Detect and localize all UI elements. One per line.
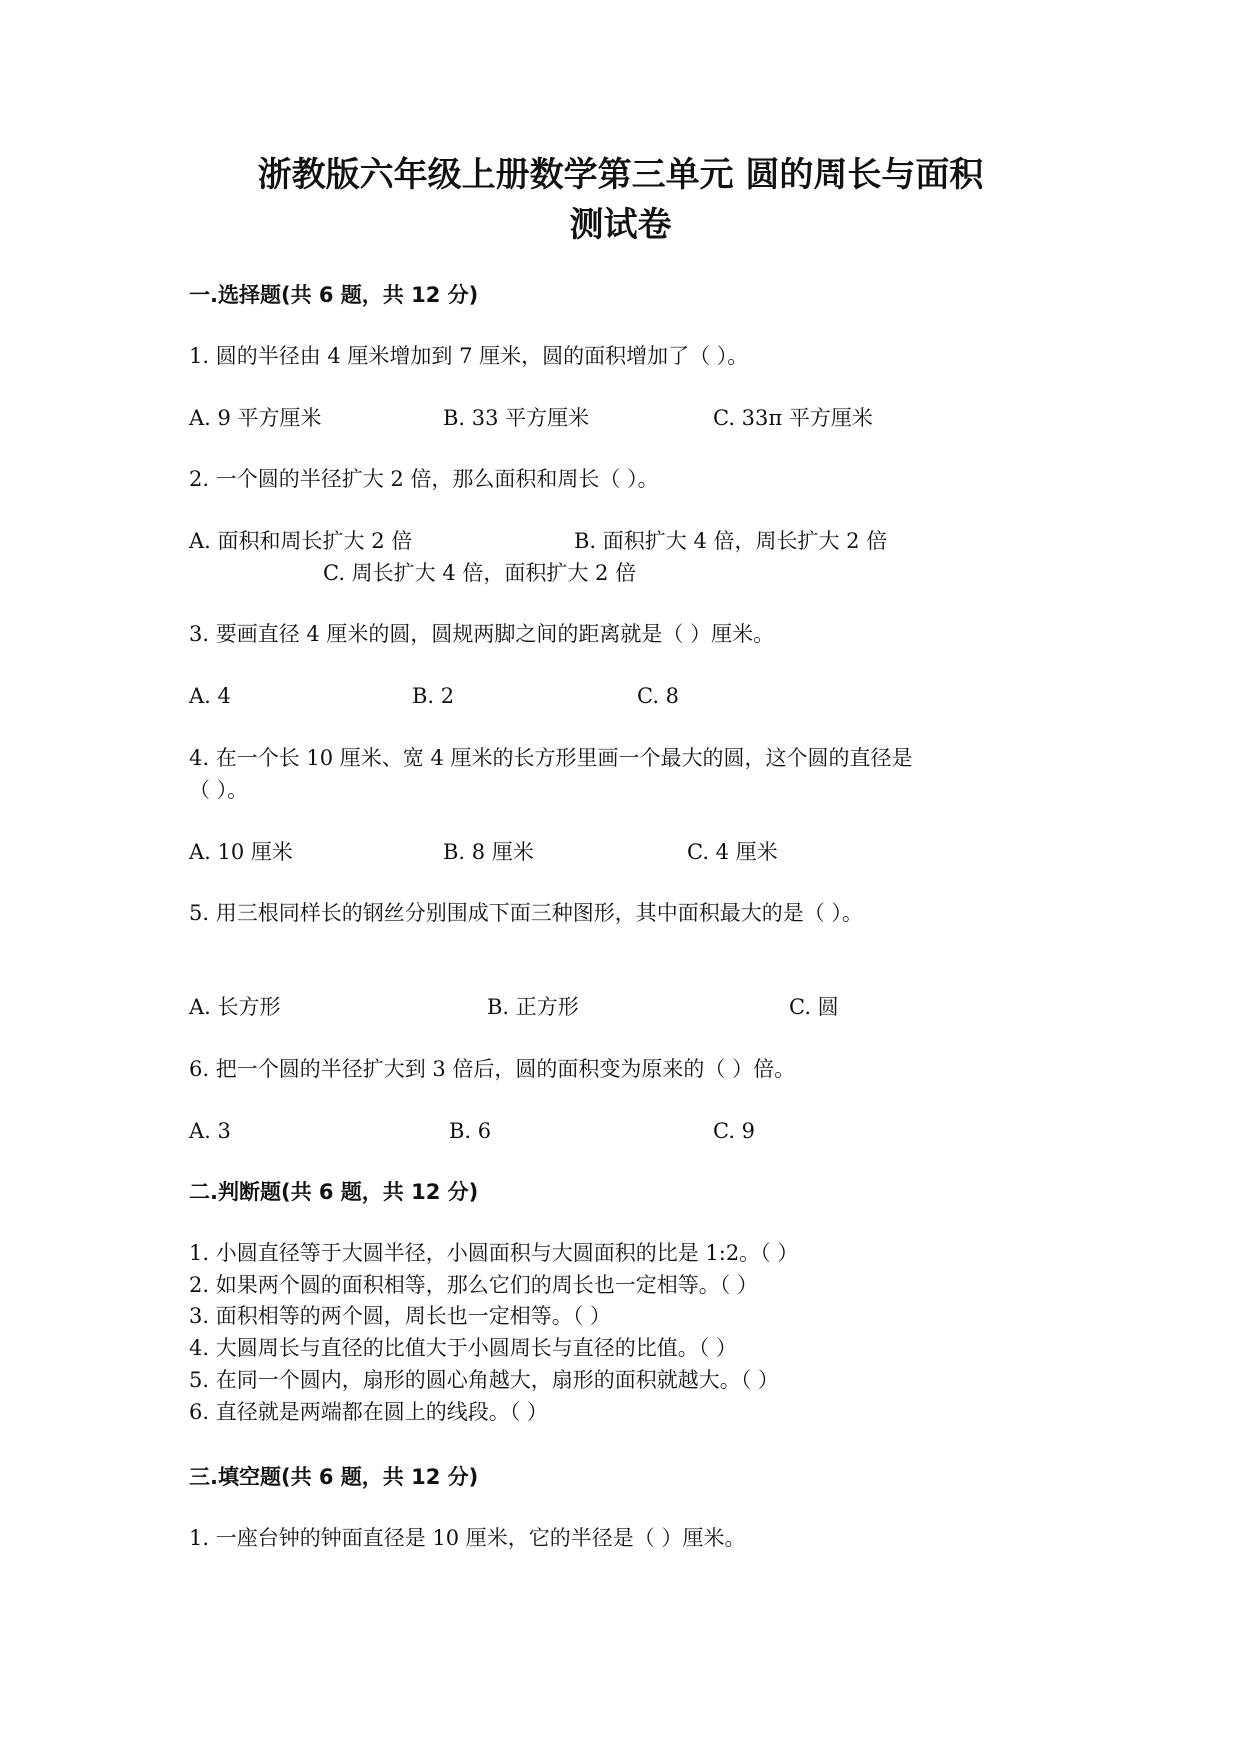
option-a: A. 3 bbox=[189, 1119, 231, 1143]
page-title-line2: 测试卷 bbox=[569, 205, 672, 245]
section-heading-choice: 一.选择题(共 6 题，共 12 分) bbox=[189, 283, 479, 307]
option-a: A. 面积和周长扩大 2 倍 bbox=[189, 529, 413, 553]
option-b: B. 6 bbox=[449, 1119, 492, 1143]
option-c: C. 9 bbox=[713, 1119, 756, 1143]
option-b: B. 8 厘米 bbox=[443, 840, 534, 864]
question-stem: 1. 圆的半径由 4 厘米增加到 7 厘米，圆的面积增加了（ ）。 bbox=[189, 344, 749, 368]
option-b: B. 2 bbox=[412, 684, 455, 708]
fill-blank-item: 1. 一座台钟的钟面直径是 10 厘米，它的半径是（ ）厘米。 bbox=[189, 1526, 746, 1550]
option-c: C. 4 厘米 bbox=[687, 840, 778, 864]
section-heading-judgement: 二.判断题(共 6 题，共 12 分) bbox=[189, 1180, 479, 1204]
judgement-item: 5. 在同一个圆内，扇形的圆心角越大，扇形的面积就越大。（ ） bbox=[189, 1368, 779, 1392]
option-b: B. 正方形 bbox=[487, 995, 579, 1019]
option-a: A. 10 厘米 bbox=[189, 840, 293, 864]
question-stem-line2: （ ）。 bbox=[189, 778, 249, 802]
option-c: C. 33π 平方厘米 bbox=[713, 406, 873, 430]
option-c: C. 圆 bbox=[789, 995, 839, 1019]
judgement-item: 4. 大圆周长与直径的比值大于小圆周长与直径的比值。（ ） bbox=[189, 1336, 737, 1360]
question-stem: 5. 用三根同样长的钢丝分别围成下面三种图形，其中面积最大的是（ ）。 bbox=[189, 901, 863, 925]
judgement-item: 6. 直径就是两端都在圆上的线段。（ ） bbox=[189, 1400, 548, 1424]
option-a: A. 长方形 bbox=[189, 995, 281, 1019]
option-a: A. 4 bbox=[189, 684, 231, 708]
judgement-item: 1. 小圆直径等于大圆半径，小圆面积与大圆面积的比是 1:2。（ ） bbox=[189, 1241, 799, 1265]
option-b: B. 面积扩大 4 倍，周长扩大 2 倍 bbox=[574, 529, 888, 553]
judgement-item: 3. 面积相等的两个圆，周长也一定相等。（ ） bbox=[189, 1304, 611, 1328]
question-stem: 2. 一个圆的半径扩大 2 倍，那么面积和周长（ ）。 bbox=[189, 467, 659, 491]
judgement-item: 2. 如果两个圆的面积相等，那么它们的周长也一定相等。（ ） bbox=[189, 1273, 758, 1297]
question-stem: 6. 把一个圆的半径扩大到 3 倍后，圆的面积变为原来的（ ）倍。 bbox=[189, 1057, 796, 1081]
question-stem: 3. 要画直径 4 厘米的圆，圆规两脚之间的距离就是（ ）厘米。 bbox=[189, 622, 775, 646]
question-stem-line1: 4. 在一个长 10 厘米、宽 4 厘米的长方形里画一个最大的圆，这个圆的直径是 bbox=[189, 746, 913, 770]
option-c: C. 周长扩大 4 倍，面积扩大 2 倍 bbox=[323, 561, 637, 585]
option-a: A. 9 平方厘米 bbox=[189, 406, 322, 430]
section-heading-fill-blank: 三.填空题(共 6 题，共 12 分) bbox=[189, 1465, 479, 1489]
page-title-line1: 浙教版六年级上册数学第三单元 圆的周长与面积 bbox=[257, 155, 984, 195]
option-c: C. 8 bbox=[637, 684, 680, 708]
option-b: B. 33 平方厘米 bbox=[443, 406, 590, 430]
